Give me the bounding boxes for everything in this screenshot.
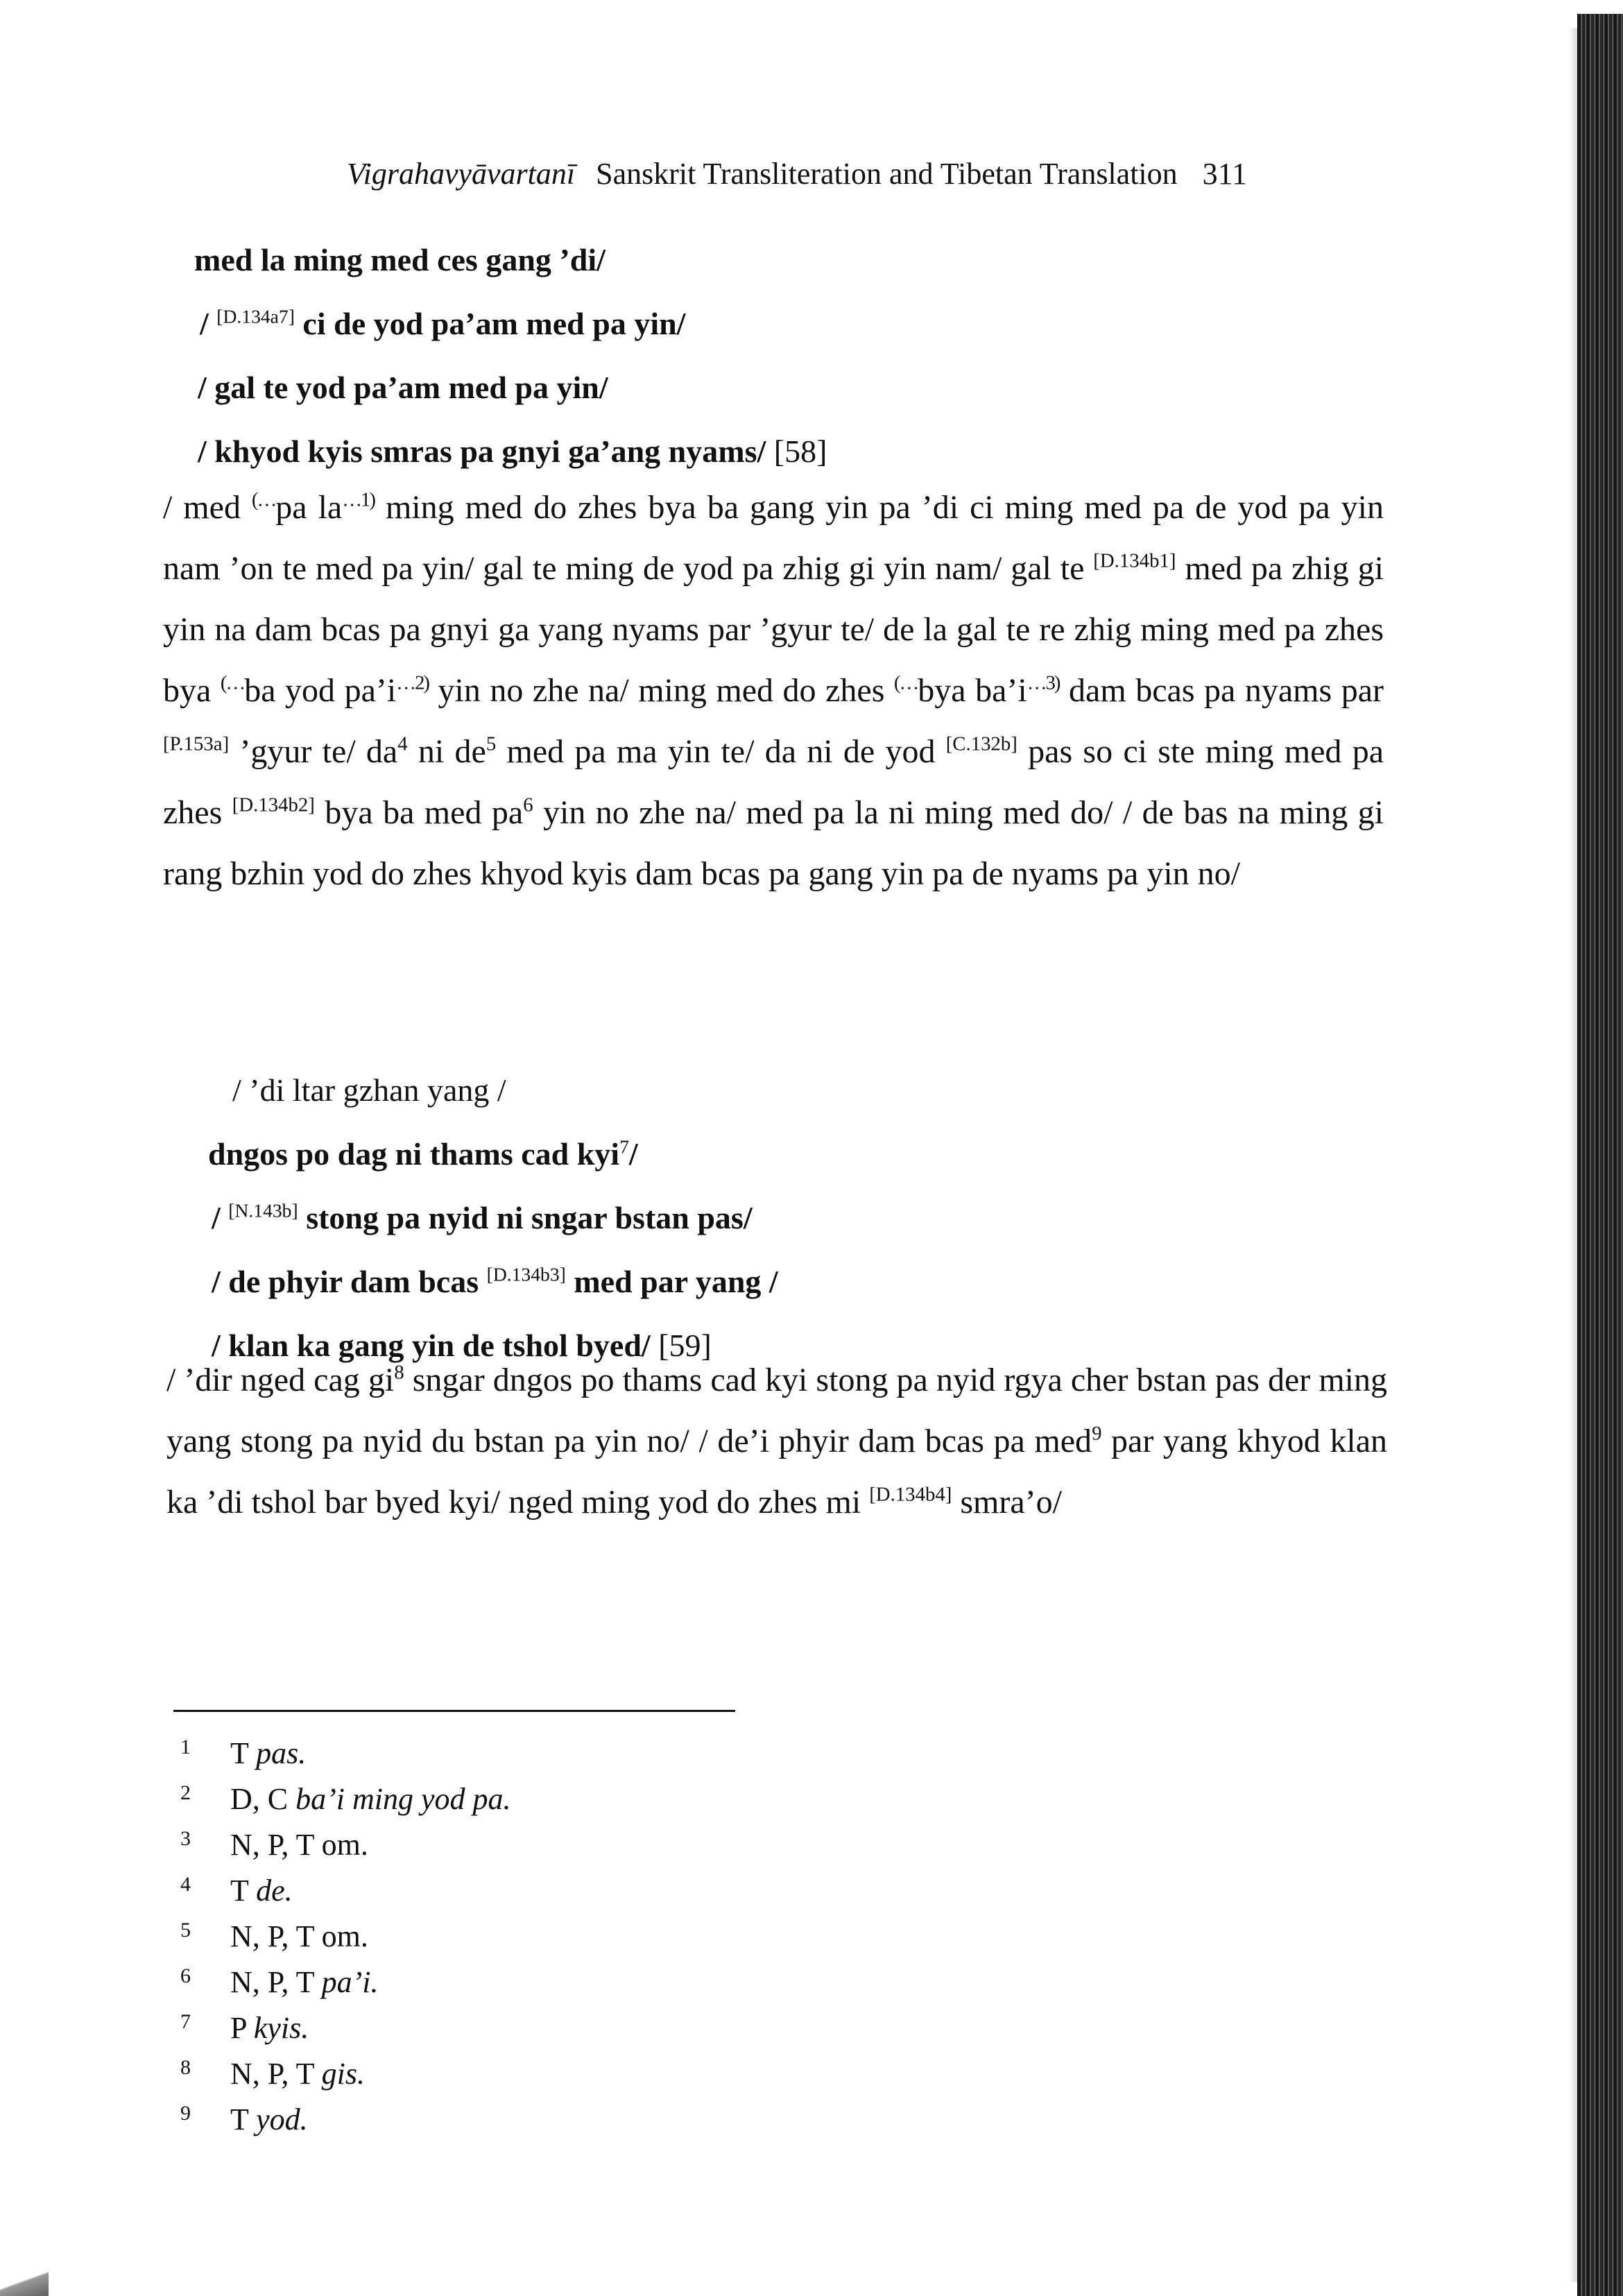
folio-ref: [D.134a7] (216, 305, 295, 327)
commentary-59: / ’dir nged cag $gi^8$ sngar dngos po thams cad kyi stong pa nyid rgya cher bstan pas der ming yang stong pa nyid du bstan pa yin no/ / de’i phyir dam bcas pa med$^9$ par yang khyod klan ka ’di tshol bar byed kyi/ nged ming yod do zhes mi [D.134b4] smra’o/ (166, 1361, 1388, 1520)
book-binding-edge (1577, 14, 1623, 2296)
footnote-span-open: (… (251, 488, 276, 511)
footnote-ref: 6 (523, 794, 533, 816)
footnote-span-open: (… (893, 671, 918, 694)
verse-58 (194, 228, 827, 483)
verse-58-line-4: / khyod kyis smras pa gnyi ga’ang nyams/ [58] (198, 434, 827, 469)
footnote-ref: …1) (342, 488, 375, 511)
verse-59-intro: / ’di ltar gzhan yang / (232, 1072, 506, 1108)
footnote-ref: 5 (486, 733, 497, 755)
footnote-item: 7 P kyis. (180, 2010, 309, 2045)
header-title: Vigrahavyāvartanī (347, 157, 576, 191)
page-number: 311 (1202, 157, 1248, 191)
footnote-item: 6 N, P, T pa’i. (180, 1964, 379, 1999)
footnote-item: 8 N, P, T gis. (180, 2056, 366, 2091)
verse-59-line-1: dngos po dag ni thams cad kyi$^7$/ (208, 1136, 638, 1172)
verse-number: [59] (650, 1328, 712, 1363)
running-header (347, 156, 1318, 191)
page-gutter-shadow (1569, 28, 1577, 2282)
footnote-item: 9 T yod. (180, 2102, 308, 2136)
folio-ref: [D.134b2] (232, 794, 315, 816)
footnote-ref: …3) (1027, 671, 1060, 694)
footnote-ref: …2) (396, 671, 429, 694)
commentary-58: / med (…pa $la^{\dots 1)}$ ming med do zhes bya ba gang yin pa ’di ci ming med pa de yod pa yin nam ’on te med pa yin/ gal te ming de yod pa zhig gi yin nam/ gal te [D.134b1] med pa zhig gi yin na dam bcas pa gnyi ga yang nyams par ’gyur te/ de la gal te re zhig ming med pa zhes bya (…ba yod $pa’i^{\dots 2)}$ yin no zhe na/ ming med do zhes (…bya $ba’i^{\dots 3)}$ dam bcas pa nyams par [P.153a] ’gyur te/ $da^4$ ni $de^5$ med pa ma yin te/ da ni de yod [C.132b] pas so ci ste ming med pa zhes [D.134b2] bya ba med $pa^6$ yin no zhe na/ med pa la ni ming med do/ / de bas na ming gi rang bzhin yod do zhes khyod kyis dam bcas pa gang yin pa de nyams pa yin no/ (163, 488, 1384, 892)
verse-59-line-2: / [N.143b] stong pa nyid ni sngar bstan pas/ (212, 1199, 753, 1235)
footnote-span-open: (… (220, 671, 245, 694)
scan-corner-artifact (0, 2268, 49, 2296)
verse-59-line-3: / de phyir dam bcas [D.134b3] med par yang / (212, 1263, 778, 1299)
footnote-item: 5 N, P, T om. (180, 1919, 368, 1953)
folio-ref: [D.134b1] (1093, 549, 1176, 572)
verse-58-line-1: med la ming med ces gang ’di/ (194, 242, 606, 277)
header-subtitle: Sanskrit Transliteration and Tibetan Translation (596, 157, 1178, 191)
folio-ref: [D.134b3] (486, 1263, 566, 1285)
footnote-item: 1 T pas. (180, 1736, 307, 1770)
folio-ref: [D.134b4] (869, 1483, 952, 1506)
footnotes (180, 1727, 511, 2139)
footnote-ref: 7 (619, 1136, 629, 1158)
footnote-item: 4 T de. (180, 1873, 293, 1908)
verse-59 (208, 1059, 778, 1378)
footnote-ref: 4 (397, 733, 408, 755)
footnote-separator (173, 1710, 735, 1712)
folio-ref: [C.132b] (945, 733, 1017, 755)
folio-ref: [P.153a] (163, 733, 230, 755)
footnote-item: 3 N, P, T om. (180, 1827, 368, 1862)
verse-59-line-4: / klan ka gang yin de tshol byed/ [59] (212, 1328, 712, 1363)
folio-ref: [N.143b] (228, 1199, 298, 1222)
footnote-ref: 8 (394, 1361, 404, 1384)
verse-58-line-3: / gal te yod pa’am med pa yin/ (198, 370, 608, 405)
verse-58-line-2: / [D.134a7] ci de yod pa’am med pa yin/ (200, 305, 686, 341)
verse-number: [58] (766, 434, 827, 469)
footnote-item: 2 D, C ba’i ming yod pa. (180, 1781, 511, 1816)
footnote-ref: 9 (1092, 1422, 1102, 1445)
